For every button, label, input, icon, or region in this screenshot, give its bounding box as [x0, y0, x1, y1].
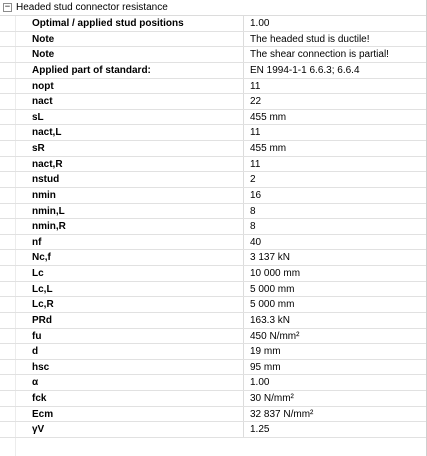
property-value-cell[interactable]: [244, 407, 427, 422]
property-row[interactable]: [0, 297, 427, 313]
property-row[interactable]: [0, 157, 427, 173]
property-label: Nc,f: [32, 252, 51, 264]
property-value-cell[interactable]: [244, 250, 427, 265]
property-row[interactable]: [0, 250, 427, 266]
property-value-cell[interactable]: [244, 172, 427, 187]
property-value-cell[interactable]: [244, 391, 427, 406]
property-value: 450 N/mm²: [250, 330, 300, 342]
property-value: 32 837 N/mm²: [250, 408, 314, 420]
property-value: 1.00: [250, 377, 270, 389]
property-row[interactable]: [0, 47, 427, 63]
property-value: 455 mm: [250, 143, 287, 154]
property-label: nopt: [32, 80, 54, 92]
property-value-cell[interactable]: [244, 110, 427, 125]
property-row[interactable]: [0, 63, 427, 79]
property-value-cell[interactable]: [244, 157, 427, 172]
property-row[interactable]: [0, 235, 427, 251]
property-rows: [0, 16, 427, 438]
property-row[interactable]: [0, 282, 427, 298]
property-name-cell: [0, 63, 244, 78]
property-row[interactable]: [0, 172, 427, 188]
property-value: 5 000 mm: [250, 283, 295, 295]
property-value-cell[interactable]: [244, 297, 427, 312]
property-row[interactable]: [0, 422, 427, 438]
property-row[interactable]: [0, 391, 427, 407]
property-value-cell[interactable]: [244, 141, 427, 156]
property-name-cell: [0, 204, 244, 219]
property-label: γV: [32, 424, 45, 436]
property-value-cell[interactable]: [244, 204, 427, 219]
property-value: 11: [250, 158, 261, 170]
property-value: 2: [250, 174, 256, 186]
property-label: sR: [32, 143, 45, 154]
property-name-cell: [0, 422, 244, 437]
property-name-cell: [0, 110, 244, 125]
property-value-cell[interactable]: [244, 329, 427, 344]
property-value-cell[interactable]: [244, 360, 427, 375]
property-name-cell: [0, 172, 244, 187]
property-value-cell[interactable]: [244, 63, 427, 78]
property-row[interactable]: [0, 32, 427, 48]
property-row[interactable]: [0, 110, 427, 126]
property-name-cell: [0, 125, 244, 140]
property-row[interactable]: [0, 407, 427, 423]
property-label: nf: [32, 236, 42, 248]
property-name-cell: [0, 16, 244, 31]
property-value: The headed stud is ductile!: [250, 33, 370, 45]
property-value: 95 mm: [250, 361, 281, 373]
property-value: 5 000 mm: [250, 299, 295, 311]
property-name-cell: [0, 282, 244, 297]
property-name-cell: [0, 266, 244, 281]
property-value-cell[interactable]: [244, 266, 427, 281]
property-row[interactable]: [0, 219, 427, 235]
property-value-cell[interactable]: [244, 47, 427, 62]
property-name-cell: [0, 235, 244, 250]
property-label: nmin,R: [32, 221, 66, 233]
property-label: d: [32, 346, 39, 358]
property-label: nact,R: [32, 158, 63, 170]
property-row[interactable]: [0, 375, 427, 391]
property-value-cell[interactable]: [244, 282, 427, 297]
property-label: Note: [32, 49, 55, 61]
property-row[interactable]: [0, 16, 427, 32]
property-row[interactable]: [0, 141, 427, 157]
property-label: fu: [32, 330, 42, 342]
property-name-cell: [0, 344, 244, 359]
property-name-cell: [0, 407, 244, 422]
property-label: nmin,L: [32, 205, 65, 217]
property-name-cell: [0, 297, 244, 312]
property-row[interactable]: [0, 79, 427, 95]
property-label: Note: [32, 33, 55, 45]
property-name-cell: [0, 375, 244, 390]
property-value-cell[interactable]: [244, 235, 427, 250]
property-name-cell: [0, 188, 244, 203]
property-name-cell: [0, 329, 244, 344]
property-label: Lc: [32, 268, 44, 279]
property-name-cell: [0, 47, 244, 62]
property-name-cell: [0, 141, 244, 156]
property-name-cell: [0, 157, 244, 172]
property-value: 163.3 kN: [250, 314, 291, 326]
property-value: 16: [250, 189, 262, 201]
property-label: Ecm: [32, 408, 54, 420]
property-row[interactable]: [0, 204, 427, 220]
property-label: α: [32, 377, 39, 389]
property-row[interactable]: [0, 125, 427, 141]
property-name-cell: [0, 313, 244, 328]
property-value: 22: [250, 96, 262, 108]
property-value: 40: [250, 236, 262, 248]
property-label: Lc,L: [32, 283, 53, 295]
property-value-cell[interactable]: [244, 375, 427, 390]
property-row[interactable]: [0, 360, 427, 376]
property-value: The shear connection is partial!: [250, 49, 389, 61]
property-label: nact,L: [32, 127, 62, 139]
collapse-icon[interactable]: −: [4, 2, 11, 12]
property-value: EN 1994-1-1 6.6.3; 6.6.4: [250, 64, 360, 76]
property-value: 8: [250, 205, 256, 217]
property-label: nmin: [32, 189, 56, 201]
property-value-cell[interactable]: [244, 313, 427, 328]
property-row[interactable]: [0, 313, 427, 329]
property-value: 3 137 kN: [250, 252, 291, 264]
property-label: Applied part of standard:: [32, 64, 151, 76]
property-label: PRd: [32, 314, 52, 326]
property-value-cell[interactable]: [244, 219, 427, 234]
property-name-cell: [0, 79, 244, 94]
property-name-cell: [0, 250, 244, 265]
property-label: hsc: [32, 361, 50, 373]
property-value-cell[interactable]: [244, 125, 427, 140]
property-label: nact: [32, 96, 53, 108]
section-title: Headed stud connector resistance: [16, 2, 168, 13]
property-name-cell: [0, 360, 244, 375]
property-value: 10 000 mm: [250, 268, 301, 279]
property-value: 11: [250, 80, 261, 92]
property-value: 11: [250, 127, 261, 139]
property-label: Lc,R: [32, 299, 54, 311]
property-label: fck: [32, 393, 47, 404]
property-row[interactable]: [0, 188, 427, 204]
property-value-cell[interactable]: [244, 32, 427, 47]
property-row[interactable]: [0, 94, 427, 110]
property-value-cell[interactable]: [244, 79, 427, 94]
property-value-cell[interactable]: [244, 16, 427, 31]
property-value: 455 mm: [250, 111, 287, 123]
property-label: nstud: [32, 174, 60, 186]
property-row[interactable]: [0, 266, 427, 282]
property-value-cell[interactable]: [244, 188, 427, 203]
property-row[interactable]: [0, 329, 427, 345]
property-value-cell[interactable]: [244, 422, 427, 437]
property-value-cell[interactable]: [244, 344, 427, 359]
property-name-cell: [0, 391, 244, 406]
property-value: 19 mm: [250, 346, 281, 358]
property-name-cell: [0, 32, 244, 47]
property-value: 1.25: [250, 424, 270, 436]
property-name-cell: [0, 219, 244, 234]
property-label: Optimal / applied stud positions: [32, 18, 184, 29]
property-value: 8: [250, 221, 256, 233]
property-value: 1.00: [250, 18, 270, 29]
property-row[interactable]: [0, 344, 427, 360]
property-value-cell[interactable]: [244, 94, 427, 109]
property-label: sL: [32, 111, 44, 123]
section-header[interactable]: [0, 0, 427, 16]
property-value: 30 N/mm²: [250, 393, 294, 404]
property-name-cell: [0, 94, 244, 109]
